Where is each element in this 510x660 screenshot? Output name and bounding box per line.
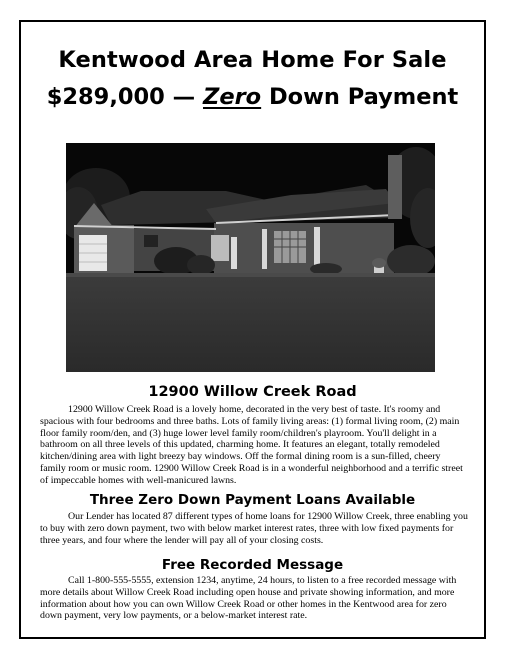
paragraph-loans [40,511,468,546]
paragraph-message-text: Call 1-800-555-5555, extension 1234, anytime, 24 hours, to listen to a free recorded message with more details about Willow Creek Road including open house and private showing information, and more information about how you can own Willow Creek Road or other homes in the Kentwood area for zero down payment, very low payments, or a below-market interest rate. [40,575,457,622]
house-photo [66,143,435,372]
price-text: $289,000 — [46,84,204,110]
paragraph-description [40,404,468,487]
section-title-message: Free Recorded Message [161,557,344,573]
section-title-address: 12900 Willow Creek Road [148,384,357,400]
headline-price [19,84,486,110]
section-title-loans: Three Zero Down Payment Loans Available [89,492,416,508]
down-payment-text: Down Payment [261,84,459,110]
zero-emphasis: Zero [203,84,262,110]
headline-title: Kentwood Area Home For Sale [58,47,447,73]
house-photo-icon [66,143,435,372]
paragraph-loans-text: Our Lender has located 87 different types of home loans for 12900 Willow Creek, three enabling you to buy with zero down payment, two with below market interest rates, three with low fixed payments for three years, and four where the lender will pay all of your closing costs. [40,511,468,546]
paragraph-description-text: 12900 Willow Creek Road is a lovely home, decorated in the very best of taste. It's roomy and spacious with four bedrooms and three baths. Lots of family living areas: (1) formal living room, (2) main floor family room/den, and (3) huge lower level family room/children's playroom. You'll delight in a bathroom on all three levels of this updated, charming home. It features an elegant, totally remodeled kitchen/dining area with light breezy bay windows. Off the formal dining room is a sun-filled, cheery family room or music room. 12900 Willow Creek Road is in a wonderful neighborhood and a terrific street of impeccable homes with well-manicured lawns. [40,404,463,486]
paragraph-message [40,575,468,622]
